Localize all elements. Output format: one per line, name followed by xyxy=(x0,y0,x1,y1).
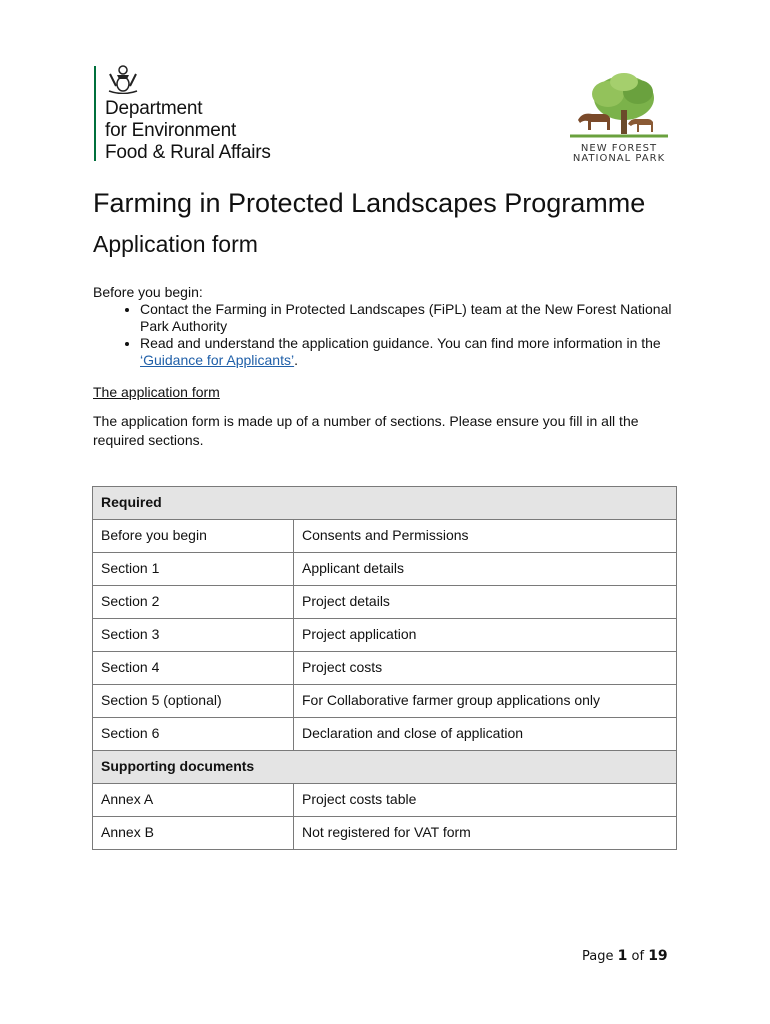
application-form-description: The application form is made up of a number of sections. Please ensure you fill in all the required sections. xyxy=(93,413,639,448)
table-row xyxy=(93,553,677,586)
table-heading-row xyxy=(93,751,677,784)
page-number xyxy=(582,948,668,964)
table-cell-content: Not registered for VAT form xyxy=(294,817,677,850)
table-cell-content: Project details xyxy=(294,586,677,619)
guidance-text: Read and understand the application guidance. You can find more information in the xyxy=(140,335,661,351)
table-cell-section: Section 1 xyxy=(93,553,294,586)
guidance-link[interactable]: ‘Guidance for Applicants’ xyxy=(140,352,295,368)
table-cell-content: Consents and Permissions xyxy=(294,520,677,553)
table-heading-row xyxy=(93,487,677,520)
application-form-heading: The application form xyxy=(93,384,220,400)
table-row xyxy=(93,718,677,751)
table-cell-section: Annex B xyxy=(93,817,294,850)
new-forest-logo-text xyxy=(566,144,672,164)
supporting-heading: Supporting documents xyxy=(93,751,677,784)
new-forest-logo xyxy=(566,70,672,166)
defra-line-3: Food & Rural Affairs xyxy=(105,142,271,163)
defra-logo-text xyxy=(105,98,271,164)
table-cell-content: Declaration and close of application xyxy=(294,718,677,751)
defra-logo-bar xyxy=(94,66,96,161)
table-row xyxy=(93,520,677,553)
table-cell-section: Before you begin xyxy=(93,520,294,553)
table-cell-section: Section 4 xyxy=(93,652,294,685)
table-row xyxy=(93,784,677,817)
intro-bullet-contact: • Contact the Farming in Protected Landscapes (FiPL) team at the New Forest National Park Authority xyxy=(140,301,693,335)
tree-and-ponies-icon xyxy=(566,70,672,142)
table-cell-section: Section 5 (optional) xyxy=(93,685,294,718)
page-total: 19 xyxy=(648,948,668,964)
table-row xyxy=(93,619,677,652)
defra-line-1: Department xyxy=(105,98,203,119)
table-cell-section: Annex A xyxy=(93,784,294,817)
table-cell-section: Section 3 xyxy=(93,619,294,652)
table-cell-content: Project costs table xyxy=(294,784,677,817)
intro-lead: Before you begin: xyxy=(93,284,203,300)
intro-bullet-guidance xyxy=(140,335,693,369)
intro-bullet-list xyxy=(93,301,693,369)
table-cell-content: Applicant details xyxy=(294,553,677,586)
new-forest-line-1: NEW FOREST xyxy=(580,143,658,154)
royal-crest-icon xyxy=(106,64,140,94)
table-cell-content: Project costs xyxy=(294,652,677,685)
page-current: 1 xyxy=(617,948,628,964)
sections-table xyxy=(92,486,677,850)
page-title: Farming in Protected Landscapes Programme xyxy=(93,188,646,218)
defra-line-2: for Environment xyxy=(105,120,237,141)
page-word: Page xyxy=(582,949,614,964)
table-cell-content: For Collaborative farmer group applications only xyxy=(294,685,677,718)
table-row xyxy=(93,652,677,685)
table-cell-section: Section 2 xyxy=(93,586,294,619)
guidance-end: . xyxy=(294,352,298,368)
table-row xyxy=(93,685,677,718)
page-subtitle: Application form xyxy=(93,231,258,257)
required-heading: Required xyxy=(93,487,677,520)
table-row xyxy=(93,817,677,850)
new-forest-line-2: NATIONAL PARK xyxy=(572,153,666,164)
intro-block xyxy=(93,284,693,369)
table-cell-content: Project application xyxy=(294,619,677,652)
table-row xyxy=(93,586,677,619)
of-word: of xyxy=(631,949,645,964)
defra-logo xyxy=(94,64,314,164)
table-cell-section: Section 6 xyxy=(93,718,294,751)
